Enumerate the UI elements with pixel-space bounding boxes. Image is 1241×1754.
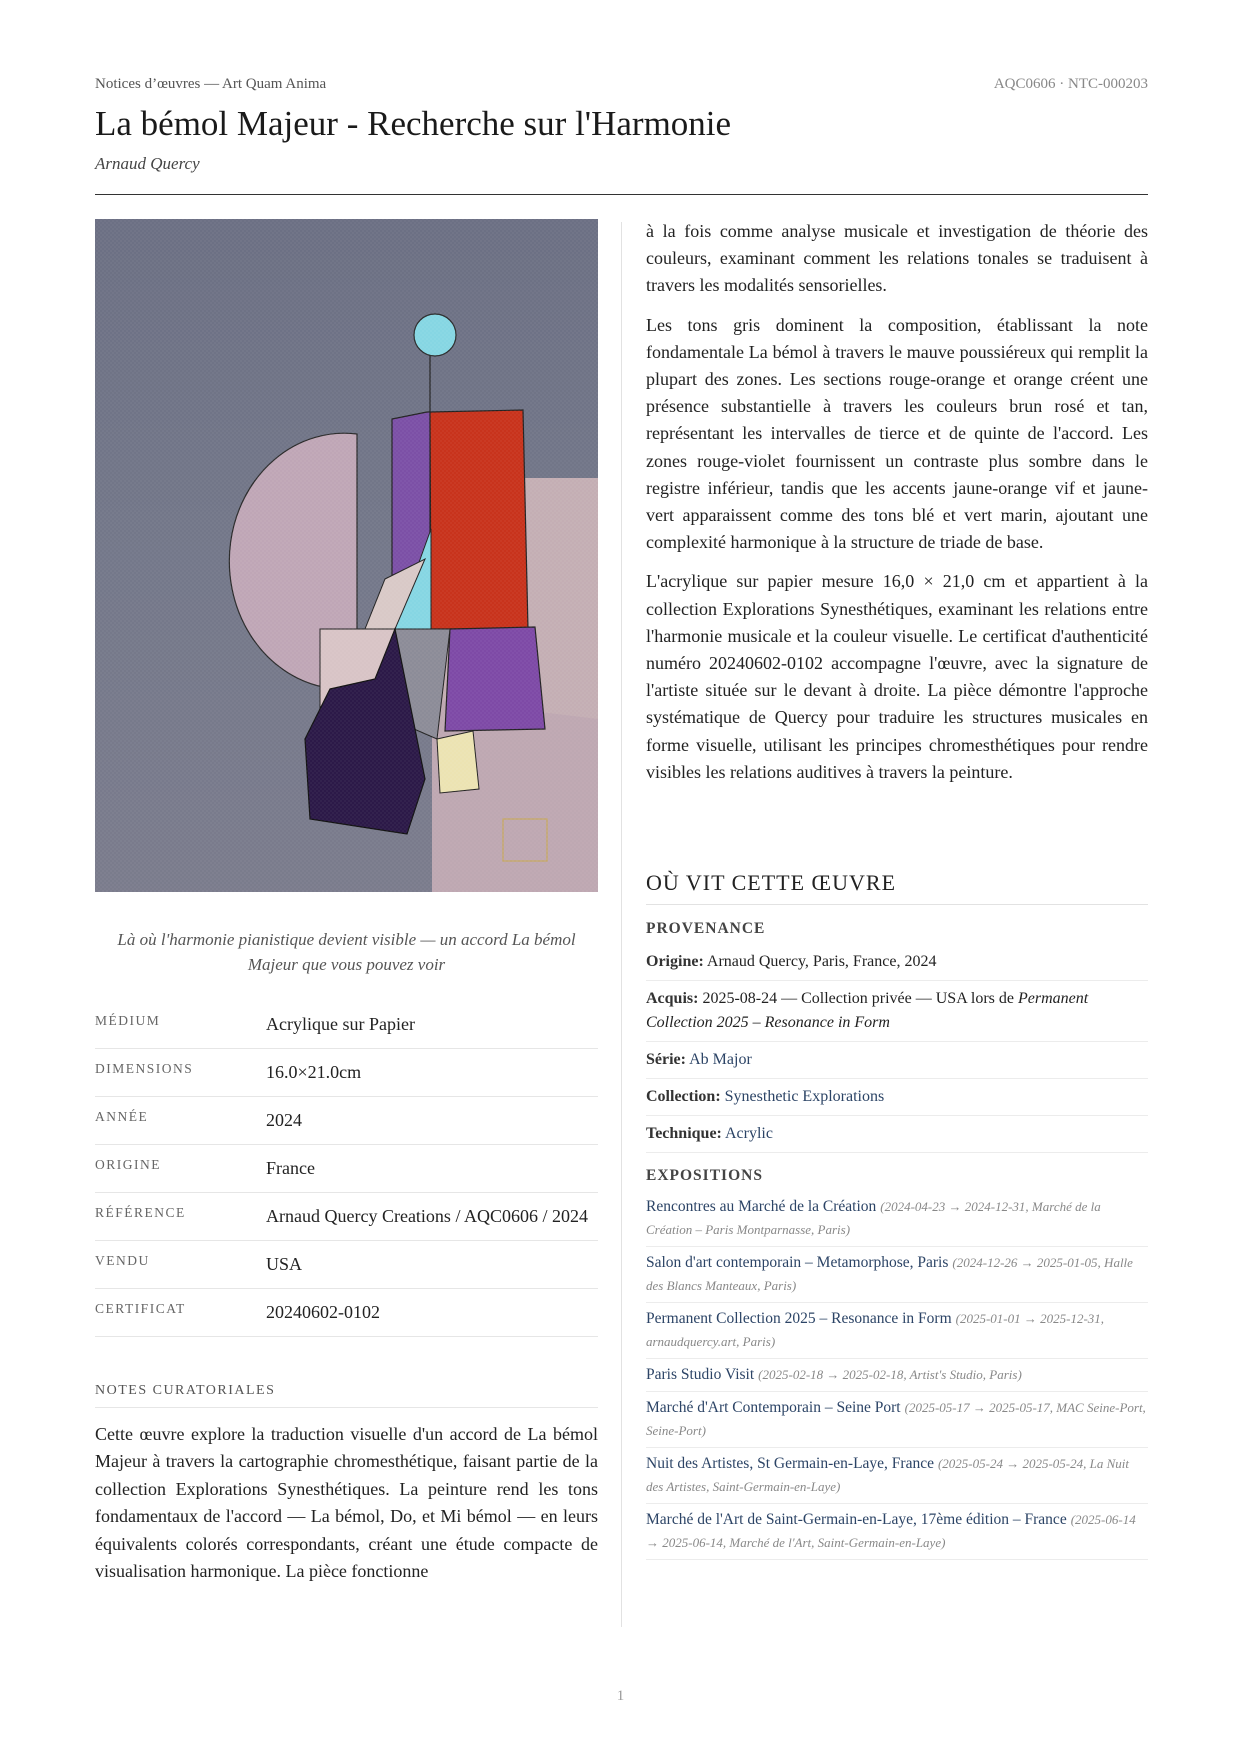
exhibition-link[interactable]: Permanent Collection 2025 – Resonance in Form: [646, 1310, 952, 1327]
provenance-technique: [646, 1116, 1148, 1153]
page-header: [95, 76, 1148, 93]
metadata-value: 20240602-0102: [266, 1302, 380, 1322]
collection-link[interactable]: Synesthetic Explorations: [724, 1088, 885, 1105]
description-paragraph: à la fois comme analyse musicale et investigation de théorie des couleurs, examinant comment les relations tonales se traduisent à travers les modalités sensorielles.: [646, 221, 1148, 296]
metadata-value: 16.0×21.0cm: [266, 1062, 362, 1082]
page-title: La bémol Majeur - Recherche sur l'Harmonie: [95, 104, 732, 143]
metadata-value: Arnaud Quercy Creations / AQC0606 / 2024: [266, 1206, 588, 1226]
exhibition-item: [646, 1504, 1148, 1560]
provenance-serie: [646, 1042, 1148, 1079]
metadata-row: [95, 1289, 598, 1337]
column-divider: [621, 222, 622, 1627]
metadata-row: [95, 1049, 598, 1097]
exhibition-detail: (2024-12-26 → 2025-01-05, Halle des Blancs Manteaux, Paris): [646, 1255, 1133, 1293]
acquis-value: 2025-08-24 — Collection privée — USA lors de: [702, 990, 1014, 1007]
acquis-event: Permanent Collection 2025 – Resonance in Form: [646, 990, 1089, 1031]
exhibition-detail: (2025-02-18 → 2025-02-18, Artist's Studio, Paris): [758, 1367, 1022, 1382]
description-paragraph: L'acrylique sur papier mesure 16,0 × 21,0 cm et appartient à la collection Explorations Synesthétiques, examinant les relations entre l'harmonie musicale et la couleur visuelle. Le certificat d'authenticité numéro 20240602-0102 accompagne l'œuvre, avec la signature de l'artiste située sur le devant à droite. La pièce démontre l'approche systématique de Quercy pour traduire les structures musicales en forme visuelle, utilisant les principes chromesthétiques pour rendre visibles les relations auditives à travers la peinture.: [646, 571, 1148, 782]
provenance-heading: PROVENANCE: [646, 920, 766, 937]
site-name: Notices d’œuvres — Art Quam Anima: [95, 76, 327, 92]
technique-link[interactable]: Acrylic: [725, 1125, 773, 1142]
metadata-row: [95, 1097, 598, 1145]
exhibition-item: [646, 1303, 1148, 1359]
page-number: 1: [616, 1688, 625, 1704]
exhibition-link[interactable]: Nuit des Artistes, St Germain-en-Laye, France: [646, 1455, 934, 1472]
section-title-where: OÙ VIT CETTE ŒUVRE: [646, 870, 1148, 905]
collection-label: Collection:: [646, 1088, 721, 1105]
exhibition-item: [646, 1448, 1148, 1504]
metadata-value: 2024: [266, 1110, 302, 1130]
exhibition-link[interactable]: Paris Studio Visit: [646, 1366, 755, 1383]
artist-name: Arnaud Quercy: [95, 154, 200, 173]
exhibition-link[interactable]: Marché de l'Art de Saint-Germain-en-Laye, 17ème édition – France: [646, 1511, 1067, 1528]
exhibition-detail: (2024-04-23 → 2024-12-31, Marché de la Création – Paris Montparnasse, Paris): [646, 1199, 1101, 1237]
metadata-label: VENDU: [95, 1253, 150, 1268]
exhibition-item: [646, 1359, 1148, 1392]
metadata-label: ANNÉE: [95, 1109, 149, 1124]
exhibitions-heading: EXPOSITIONS: [646, 1167, 763, 1184]
metadata-label: MÉDIUM: [95, 1013, 161, 1028]
description-paragraph: Les tons gris dominent la composition, établissant la note fondamentale La bémol à travers le mauve poussiéreux qui remplit la plupart des zones. Les sections rouge-orange et orange créent une présence substantielle à travers les couleurs brun rosé et tan, représentant les intervalles de tierce et de quinte de l'accord. Les zones rouge-violet fournissent un contraste plus sombre dans le registre inférieur, tandis que les accents jaune-orange vif et jaune-vert apparaissent comme des tons blé et vert marin, ajoutant une complexité harmonique à la structure de triade de base.: [646, 314, 1148, 553]
origine-value: Arnaud Quercy, Paris, France, 2024: [706, 953, 937, 970]
artwork-image: [95, 219, 598, 892]
curatorial-notes-heading: NOTES CURATORIALES: [95, 1383, 598, 1408]
reference-code: AQC0606 · NTC-000203: [993, 76, 1148, 92]
header-divider: [95, 194, 1148, 195]
exhibition-item: [646, 1191, 1148, 1247]
exhibition-link[interactable]: Salon d'art contemporain – Metamorphose, Paris: [646, 1254, 949, 1271]
exhibition-detail: (2025-05-17 → 2025-05-17, MAC Seine-Port, Seine-Port): [646, 1400, 1146, 1438]
provenance-collection: [646, 1079, 1148, 1116]
metadata-value: France: [266, 1158, 315, 1178]
acquis-label: Acquis:: [646, 990, 699, 1007]
metadata-row: [95, 1145, 598, 1193]
metadata-label: DIMENSIONS: [95, 1061, 194, 1076]
metadata-row: [95, 1241, 598, 1289]
provenance-section: [646, 920, 1148, 1560]
metadata-label: RÉFÉRENCE: [95, 1205, 186, 1220]
metadata-label: CERTIFICAT: [95, 1301, 186, 1316]
curatorial-notes-body: Cette œuvre explore la traduction visuelle d'un accord de La bémol Majeur à travers la cartographie chromesthétique, faisant partie de la collection Explorations Synesthétiques. La peinture rend les tons fondamentaux de l'accord — La bémol, Do, et Mi bémol — en leurs équivalents colorés correspondants, créant une étude compacte de visualisation harmonique. La pièce fonctionne: [95, 1424, 598, 1582]
exhibition-item: [646, 1392, 1148, 1448]
origine-label: Origine:: [646, 953, 704, 970]
serie-link[interactable]: Ab Major: [689, 1051, 752, 1068]
metadata-row: [95, 1001, 598, 1049]
exhibition-item: [646, 1247, 1148, 1303]
exhibition-detail: (2025-05-24 → 2025-05-24, La Nuit des Artistes, Saint-Germain-en-Laye): [646, 1456, 1129, 1494]
provenance-origine: [646, 944, 1148, 981]
exhibition-detail: (2025-06-14 → 2025-06-14, Marché de l'Art, Saint-Germain-en-Laye): [646, 1512, 1136, 1550]
metadata-value: Acrylique sur Papier: [266, 1014, 415, 1034]
metadata-table: [95, 1001, 598, 1337]
metadata-value: USA: [266, 1254, 303, 1274]
description-text: [646, 218, 1148, 786]
exhibition-link[interactable]: Marché d'Art Contemporain – Seine Port: [646, 1399, 901, 1416]
exhibition-link[interactable]: Rencontres au Marché de la Création: [646, 1198, 877, 1215]
metadata-row: [95, 1193, 598, 1241]
artwork-caption: Là où l'harmonie pianistique devient visible — un accord La bémol Majeur que vous pouvez voir: [117, 930, 576, 974]
technique-label: Technique:: [646, 1125, 722, 1142]
metadata-label: ORIGINE: [95, 1157, 161, 1172]
provenance-acquis: [646, 981, 1148, 1042]
serie-label: Série:: [646, 1051, 686, 1068]
exhibition-detail: (2025-01-01 → 2025-12-31, arnaudquercy.art, Paris): [646, 1311, 1105, 1349]
